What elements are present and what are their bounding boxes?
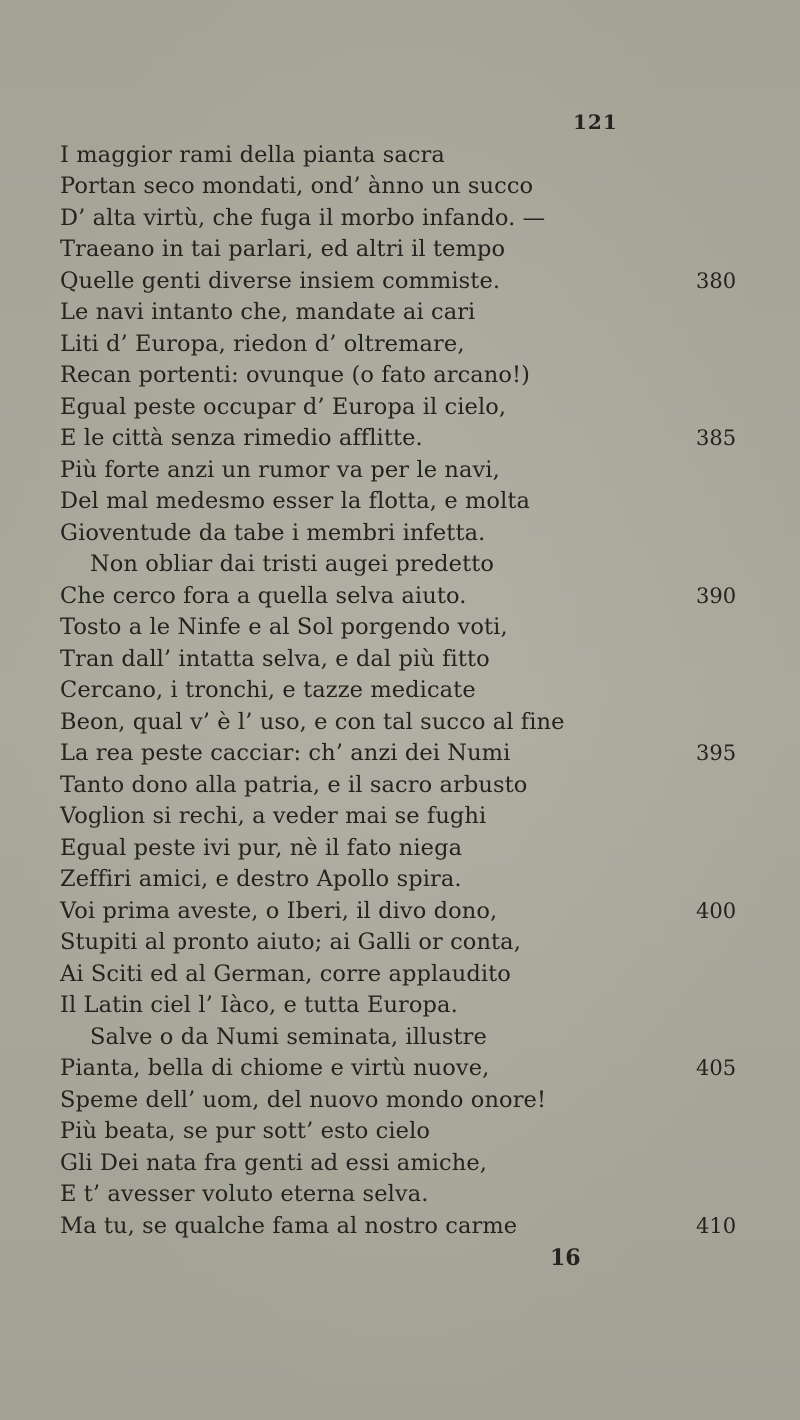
verse-line: La rea peste cacciar: ch’ anzi dei Numi bbox=[60, 740, 511, 766]
verse-line: Ma tu, se qualche fama al nostro carme bbox=[60, 1213, 518, 1239]
verse-line: Portan seco mondati, ond’ ànno un succo bbox=[60, 173, 534, 199]
signature-mark: 16 bbox=[550, 1245, 581, 1271]
line-number: 405 bbox=[696, 1056, 737, 1080]
verse-line: Gli Dei nata fra genti ad essi amiche, bbox=[60, 1150, 488, 1176]
verse-line: Tosto a le Ninfe e al Sol porgendo voti, bbox=[60, 614, 508, 640]
verse-line: Traeano in tai parlari, ed altri il tempo bbox=[60, 236, 506, 262]
verse-line: Beon, qual v’ è l’ uso, e con tal succo al fine bbox=[60, 709, 565, 735]
verse-line: Speme dell’ uom, del nuovo mondo onore! bbox=[60, 1087, 547, 1113]
verse-line: Tran dall’ intatta selva, e dal più fitto bbox=[60, 646, 490, 672]
verse-line: Egual peste ivi pur, nè il fato niega bbox=[60, 835, 463, 861]
verse-line: Quelle genti diverse insiem commiste. bbox=[60, 268, 501, 294]
verse-line: Voglion si rechi, a veder mai se fughi bbox=[60, 803, 487, 829]
verse-line: D’ alta virtù, che fuga il morbo infando. — bbox=[60, 205, 546, 231]
page-number: 121 bbox=[573, 110, 618, 134]
verse-line: Liti d’ Europa, riedon d’ oltremare, bbox=[60, 331, 465, 357]
verse-line: Cercano, i tronchi, e tazze medicate bbox=[60, 677, 476, 703]
line-number: 380 bbox=[696, 269, 737, 293]
verse-line: Ai Sciti ed al German, corre applaudito bbox=[60, 961, 511, 987]
line-number: 385 bbox=[696, 426, 737, 450]
verse-line: E t’ avesser voluto eterna selva. bbox=[60, 1181, 429, 1207]
verse-line: E le città senza rimedio afflitte. bbox=[60, 425, 423, 451]
verse-line: Le navi intanto che, mandate ai cari bbox=[60, 299, 476, 325]
verse-line: Che cerco fora a quella selva aiuto. bbox=[60, 583, 467, 609]
verse-line: Il Latin ciel l’ Iàco, e tutta Europa. bbox=[60, 992, 458, 1018]
line-number: 395 bbox=[696, 741, 737, 765]
verse-line: Zeffiri amici, e destro Apollo spira. bbox=[60, 866, 462, 892]
verse-line: Gioventude da tabe i membri infetta. bbox=[60, 520, 486, 546]
verse-line: Più forte anzi un rumor va per le navi, bbox=[60, 457, 500, 483]
line-number: 390 bbox=[696, 584, 737, 608]
verse-line: Egual peste occupar d’ Europa il cielo, bbox=[60, 394, 507, 420]
verse-line: Salve o da Numi seminata, illustre bbox=[90, 1024, 487, 1050]
verse-line: Del mal medesmo esser la flotta, e molta bbox=[60, 488, 531, 514]
verse-line: Più beata, se pur sott’ esto cielo bbox=[60, 1118, 431, 1144]
line-number: 400 bbox=[696, 899, 737, 923]
verse-line: Stupiti al pronto aiuto; ai Galli or conta, bbox=[60, 929, 521, 955]
line-number: 410 bbox=[696, 1214, 737, 1238]
verse-line: Pianta, bella di chiome e virtù nuove, bbox=[60, 1055, 490, 1081]
verse-line: Non obliar dai tristi augei predetto bbox=[90, 551, 495, 577]
verse-line: Voi prima aveste, o Iberi, il divo dono, bbox=[60, 898, 498, 924]
verse-line: Recan portenti: ovunque (o fato arcano!) bbox=[60, 362, 531, 388]
verse-line: I maggior rami della pianta sacra bbox=[60, 142, 445, 168]
verse-line: Tanto dono alla patria, e il sacro arbusto bbox=[60, 772, 528, 798]
